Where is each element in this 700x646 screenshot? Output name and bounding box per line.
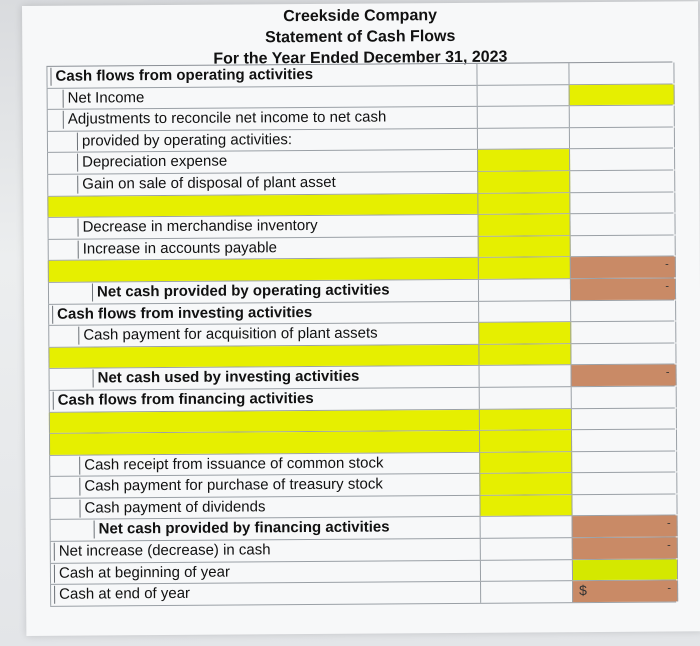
statement-period: For the Year Ended December 31, 2023 [213, 48, 508, 68]
investing-amount-input-cell[interactable] [478, 344, 571, 365]
statement-title: Statement of Cash Flows [265, 27, 456, 47]
row-label: Net Income [63, 89, 145, 108]
row-label: Cash flows from operating activities [50, 66, 313, 86]
row-label: Increase in accounts payable [78, 239, 277, 258]
financing-total-cell: - [572, 516, 678, 537]
row-label: Cash payment of dividends [79, 498, 265, 517]
adjustment-amount-input-cell[interactable] [477, 193, 570, 214]
row-label: Cash at end of year [54, 585, 190, 604]
financing-label-input-cell[interactable] [49, 409, 480, 433]
row-label: Cash payment for acquisition of plant assets [78, 325, 377, 345]
cash-beginning-input-cell[interactable] [572, 559, 678, 580]
depreciation-input-cell[interactable] [477, 150, 570, 171]
row-label: Cash flows from investing activities [52, 304, 312, 324]
cash-end-total-cell: $ - [572, 581, 678, 602]
common-stock-input-cell[interactable] [479, 452, 572, 473]
row-label: Net cash provided by financing activities [94, 519, 390, 539]
plant-acquisition-input-cell[interactable] [478, 322, 571, 343]
row-label: Adjustments to reconcile net income to net cash [63, 109, 387, 129]
inventory-input-cell[interactable] [477, 214, 570, 235]
adjustment-label-input-cell[interactable] [48, 258, 479, 282]
adjustments-total-cell: - [570, 257, 676, 278]
row-label: Cash payment for purchase of treasury stock [79, 476, 383, 496]
adjustment-label-input-cell[interactable] [47, 193, 478, 217]
row-label: Net cash provided by operating activities [92, 281, 390, 301]
dividends-input-cell[interactable] [479, 495, 572, 516]
cash-flow-table [46, 61, 676, 606]
operating-total-cell: - [570, 278, 676, 299]
dollar-sign: $ [579, 582, 587, 599]
financing-amount-input-cell[interactable] [479, 430, 572, 451]
adjustment-amount-input-cell[interactable] [478, 258, 571, 279]
statement-sheet [22, 1, 700, 636]
payable-input-cell[interactable] [478, 236, 571, 257]
net-income-input-cell[interactable] [569, 84, 675, 105]
row-label: Gain on sale of disposal of plant asset [77, 174, 336, 194]
treasury-stock-input-cell[interactable] [479, 473, 572, 494]
investing-label-input-cell[interactable] [48, 345, 479, 369]
net-change-total-cell: - [572, 537, 678, 558]
row-label: Cash flows from financing activities [53, 390, 314, 410]
row-label: Net increase (decrease) in cash [54, 541, 271, 561]
gain-input-cell[interactable] [477, 171, 570, 192]
table-row [50, 581, 676, 607]
row-label: Decrease in merchandise inventory [77, 217, 317, 237]
investing-total-cell: - [571, 365, 677, 386]
row-label: Cash receipt from issuance of common stock [79, 454, 383, 474]
row-label: Depreciation expense [77, 153, 227, 172]
row-label: Net cash used by investing activities [93, 368, 360, 388]
company-name: Creekside Company [283, 7, 438, 26]
financing-label-input-cell[interactable] [49, 431, 480, 455]
row-label: provided by operating activities: [77, 131, 292, 151]
row-label: Cash at beginning of year [54, 563, 230, 582]
financing-amount-input-cell[interactable] [479, 409, 572, 430]
